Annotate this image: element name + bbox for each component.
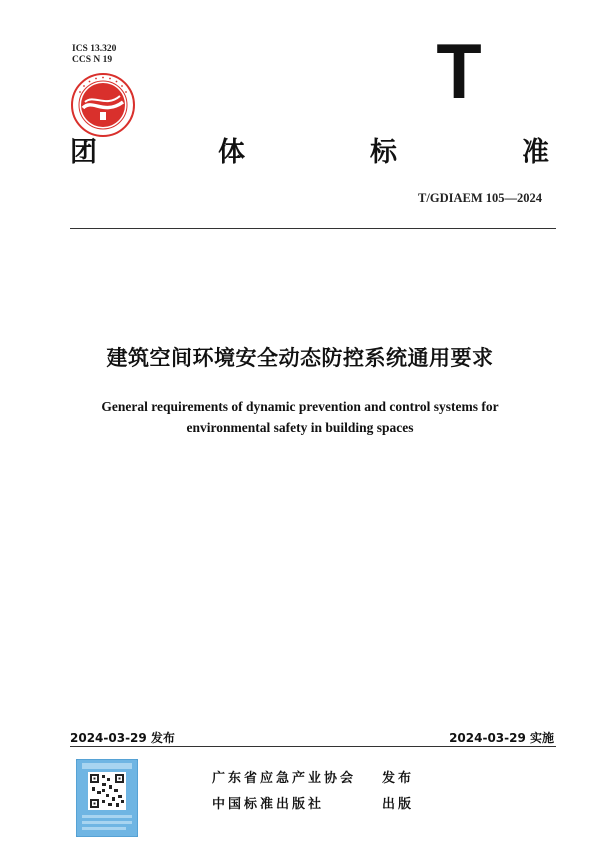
issue-date: 2024-03-29 发布 — [70, 731, 175, 745]
title-char: 准 — [522, 137, 549, 168]
english-title-line: environmental safety in building spaces — [186, 420, 414, 435]
publisher-row — [212, 767, 415, 786]
footer-divider — [70, 746, 556, 747]
title-char: 体 — [218, 137, 245, 168]
title-char: 团 — [70, 137, 97, 168]
qr-verification-badge-icon — [76, 759, 138, 837]
association-seal-icon — [70, 72, 136, 138]
ics-code: ICS 13.320 — [72, 44, 117, 54]
standard-category-title — [70, 136, 552, 170]
standard-type-letter: T — [436, 27, 482, 115]
ccs-code: CCS N 19 — [72, 55, 113, 65]
publisher-name: 中国标准出版社 — [212, 797, 325, 812]
publisher-role: 出版 — [382, 797, 415, 812]
title-char: 标 — [370, 137, 397, 168]
english-title-line: General requirements of dynamic prevention and control systems for — [101, 399, 499, 414]
publisher-row — [212, 793, 415, 812]
classification-codes — [72, 44, 116, 66]
implementation-date: 2024-03-29 实施 — [449, 731, 554, 745]
chinese-title: 建筑空间环境安全动态防控系统通用要求 — [106, 346, 494, 370]
header-divider — [70, 228, 556, 229]
english-title — [60, 396, 540, 438]
standard-number: T/GDIAEM 105—2024 — [418, 191, 542, 205]
publisher-name: 广东省应急产业协会 — [212, 771, 357, 786]
publisher-role: 发布 — [382, 771, 415, 786]
